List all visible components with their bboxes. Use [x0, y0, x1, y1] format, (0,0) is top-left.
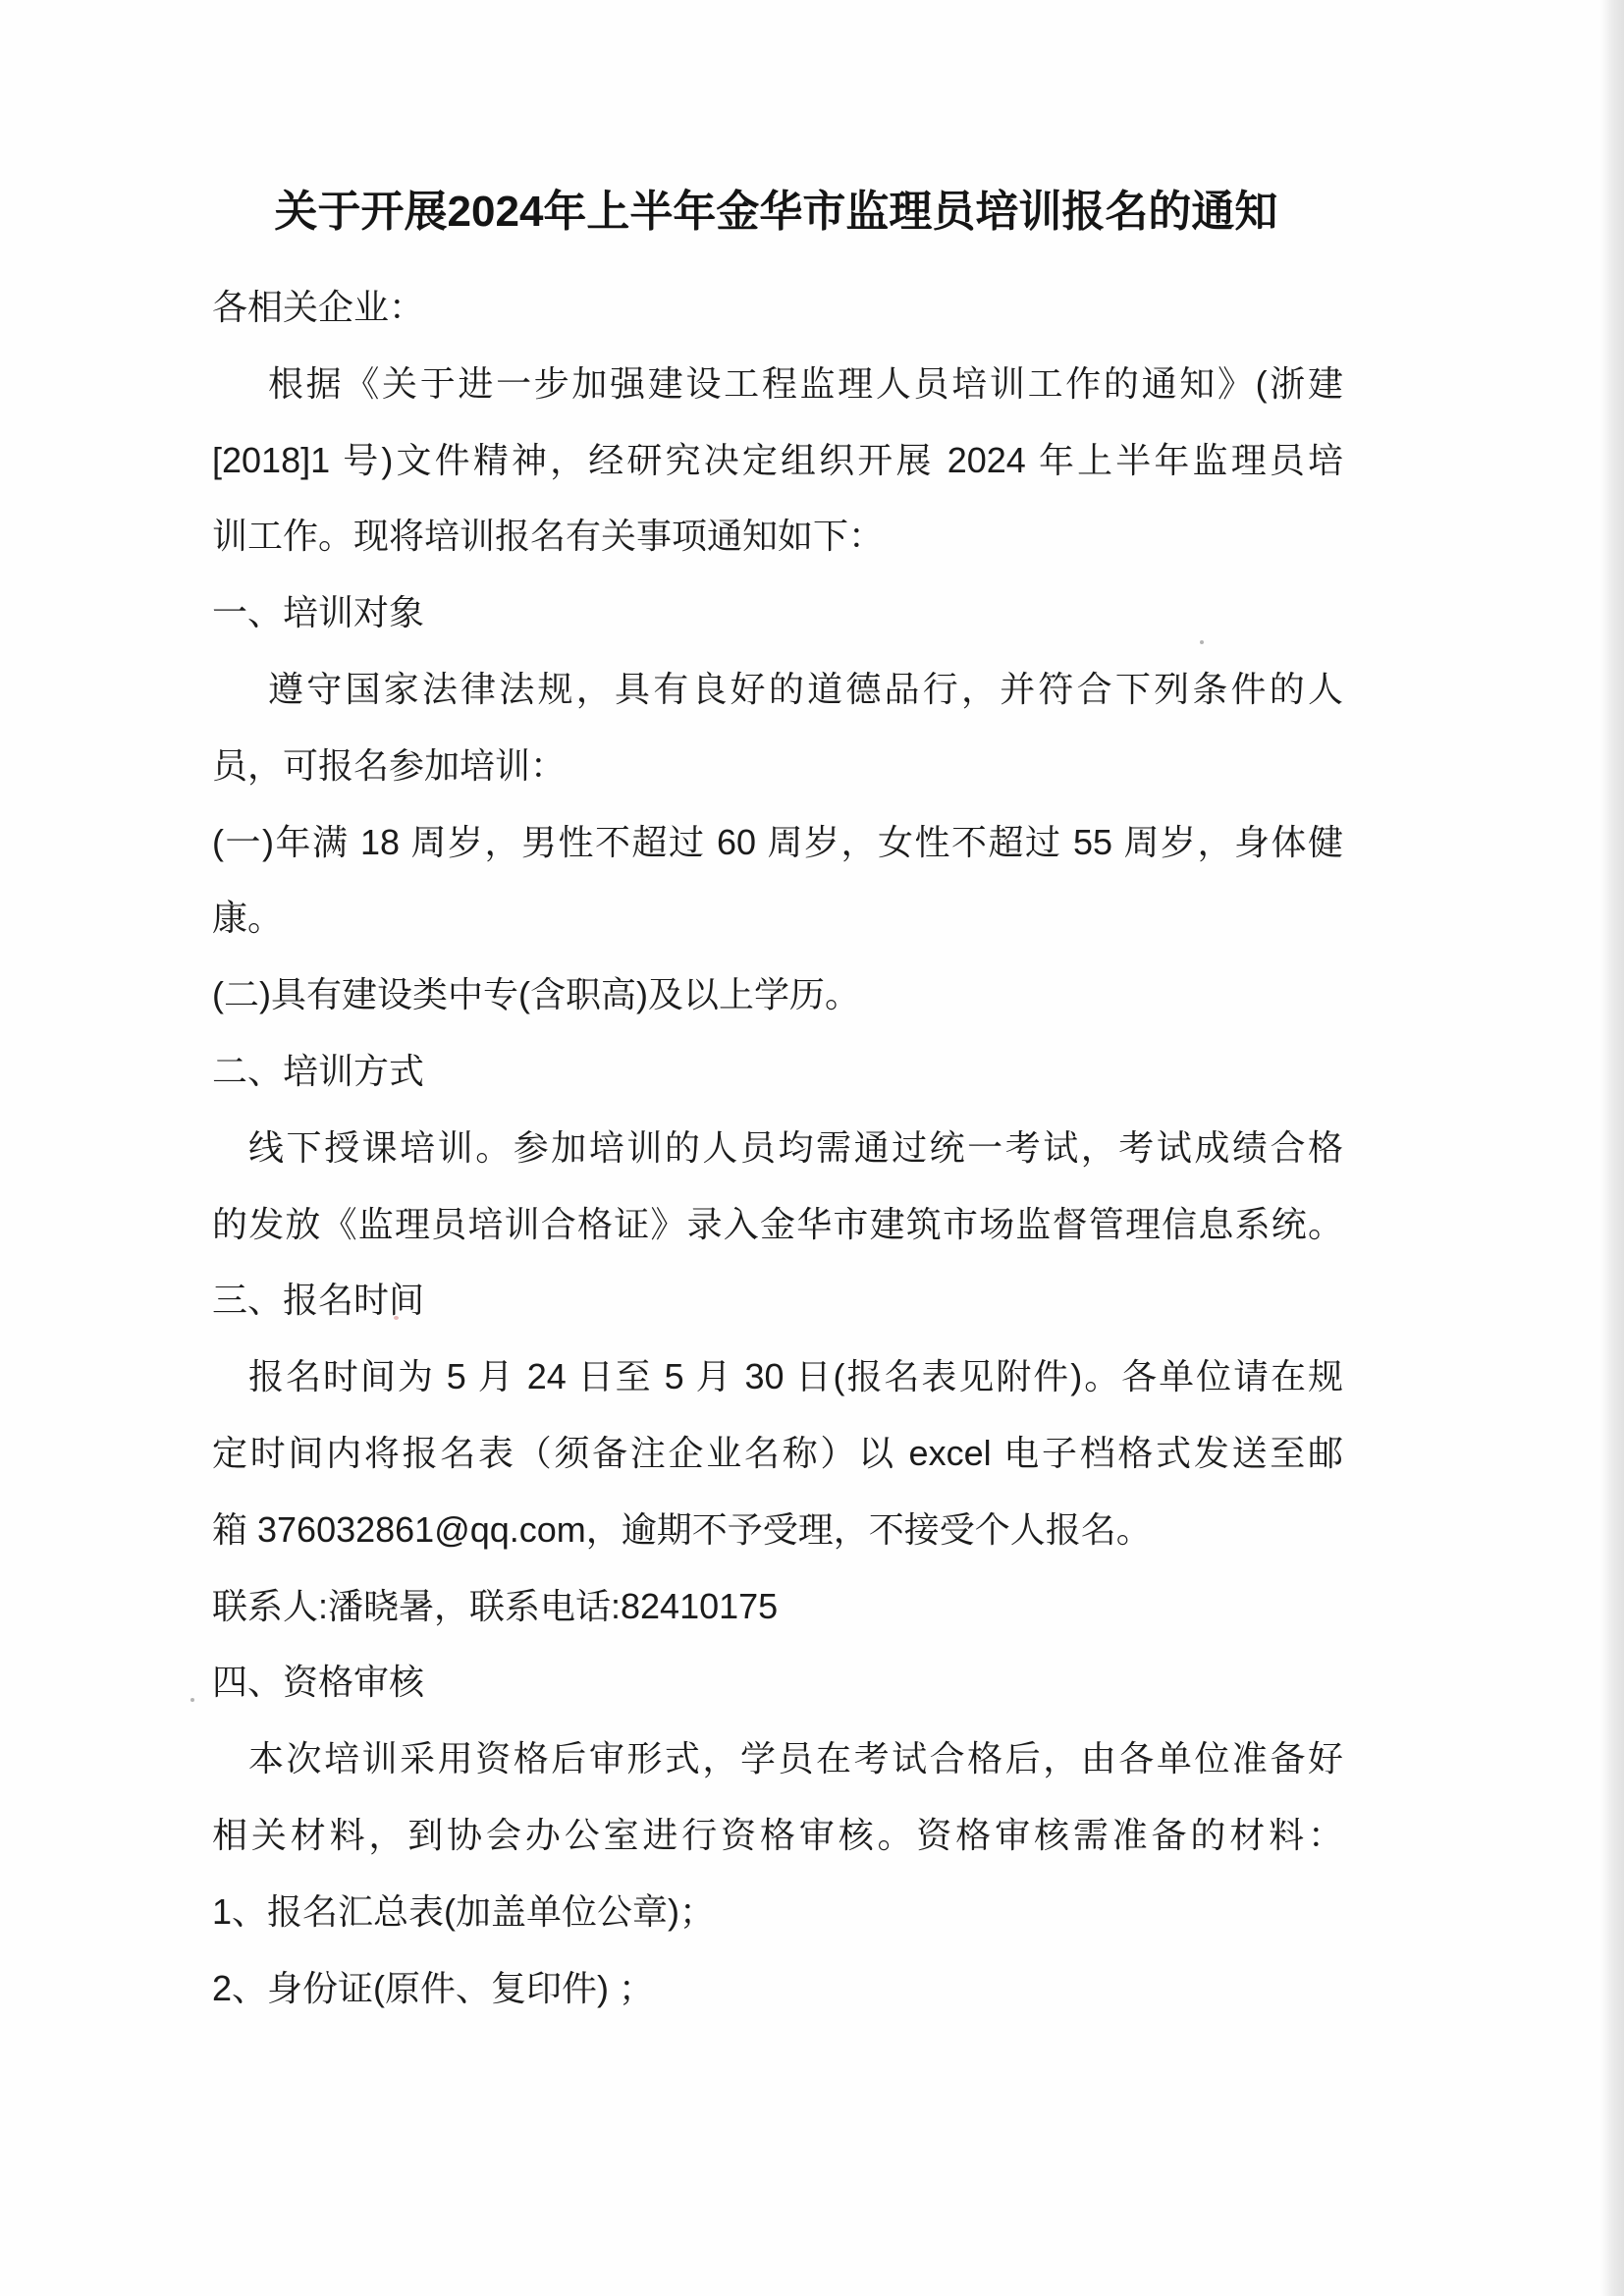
list-item: 1、报名汇总表(加盖单位公章)； [212, 1890, 715, 1932]
intro-line: [2018]1 号)文件精神，经研究决定组织开展 2024 年上半年监理员培 [212, 439, 1343, 480]
paragraph-line: 本次培训采用资格后审形式，学员在考试合格后，由各单位准备好 [248, 1738, 1343, 1779]
section-training-method [212, 1033, 1343, 1262]
paragraph-line: 定时间内将报名表（须备注企业名称）以 excel 电子档格式发送至邮 [212, 1432, 1343, 1473]
scan-speck [190, 1698, 194, 1702]
section-heading: 四、资格审核 [212, 1662, 425, 1703]
intro-paragraph [212, 346, 1343, 574]
paragraph-line: 员，可报名参加培训： [212, 744, 567, 786]
salutation: 各相关企业： [212, 287, 425, 327]
paragraph-line: 康。 [212, 898, 284, 939]
section-heading: 二、培训方式 [212, 1050, 425, 1091]
section-qualification-review [212, 1644, 1343, 2026]
paragraph-line: 箱 376032861@qq.com，逾期不予受理，不接受个人报名。 [212, 1508, 1152, 1550]
paragraph-line: 相关材料，到协会办公室进行资格审核。资格审核需准备的材料： [212, 1814, 1343, 1855]
section-heading: 三、报名时间 [212, 1280, 425, 1321]
paragraph-line: (二)具有建设类中专(含职高)及以上学历。 [212, 974, 860, 1015]
paragraph-line: 线下授课培训。参加培训的人员均需通过统一考试，考试成绩合格 [248, 1126, 1343, 1168]
section-registration-time [212, 1262, 1343, 1644]
intro-line: 根据《关于进一步加强建设工程监理人员培训工作的通知》(浙建 [268, 362, 1343, 404]
intro-line: 训工作。现将培训报名有关事项通知如下： [212, 516, 885, 557]
paragraph-line: (一)年满 18 周岁，男性不超过 60 周岁，女性不超过 55 周岁，身体健 [212, 821, 1343, 862]
paragraph-line: 的发放《监理员培训合格证》录入金华市建筑市场监督管理信息系统。 [212, 1203, 1343, 1244]
notice-body [212, 269, 1343, 2026]
list-item: 2、身份证(原件、复印件) ； [212, 1967, 655, 2008]
contact-line: 联系人:潘晓暑，联系电话:82410175 [212, 1585, 779, 1626]
notice-title: 关于开展2024年上半年金华市监理员培训报名的通知 [274, 188, 1278, 236]
scan-edge-shadow [1600, 0, 1624, 2296]
paragraph-line: 报名时间为 5 月 24 日至 5 月 30 日(报名表见附件)。各单位请在规 [248, 1356, 1343, 1397]
section-heading: 一、培训对象 [212, 592, 425, 633]
section-training-targets [212, 574, 1343, 1033]
paragraph-line: 遵守国家法律法规，具有良好的道德品行，并符合下列条件的人 [268, 668, 1343, 709]
